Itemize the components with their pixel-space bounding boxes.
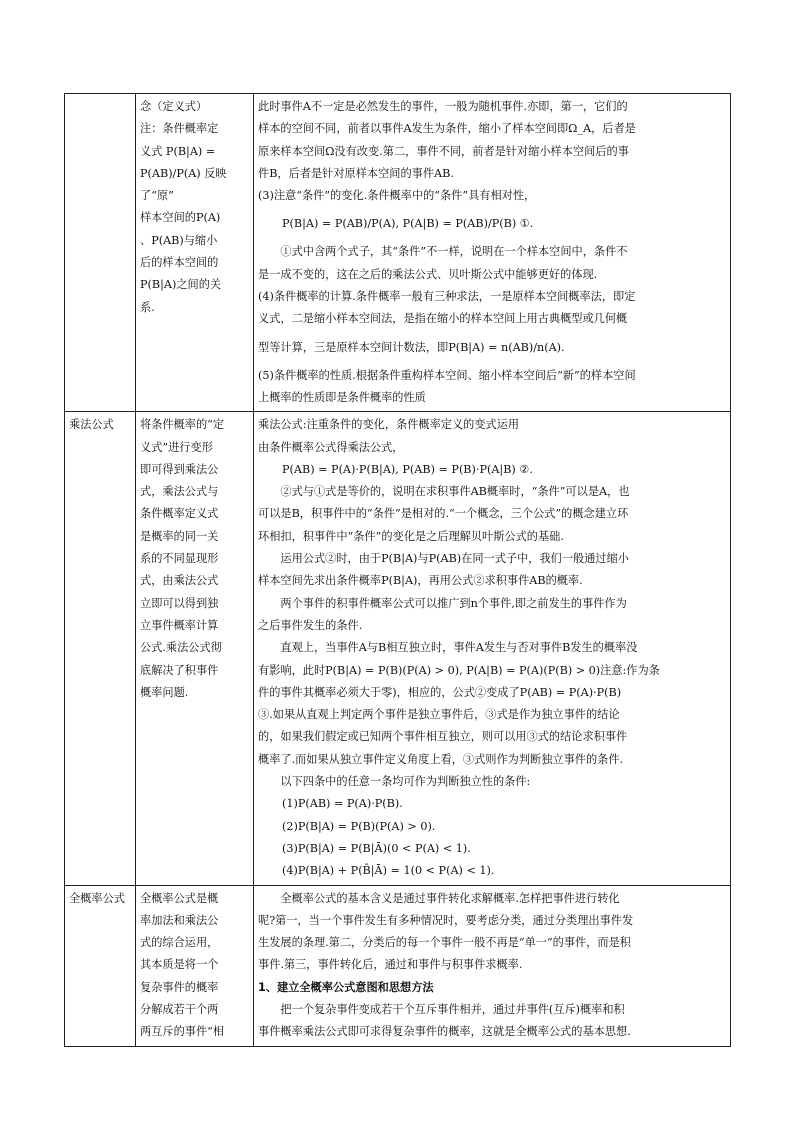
detail-line: 环相扣，积事件中“条件”的变化是之后理解贝叶斯公式的基础. xyxy=(258,529,564,543)
desc-line: 是概率的同一关 xyxy=(140,529,219,543)
detail-line: (4)条件概率的计算.条件概率一般有三种求法，一是原样本空间概率法，即定 xyxy=(258,290,636,304)
detail-line: 概率了.而如果从独立事件定义角度上看，③式则作为判断独立事件的条件. xyxy=(258,752,624,766)
description-cell xyxy=(136,885,254,1046)
desc-line: 式，乘法公式与 xyxy=(140,485,219,499)
desc-line: 概率问题. xyxy=(140,685,189,699)
detail-line: (3)注意“条件”的变化.条件概率中的“条件”具有相对性， xyxy=(258,189,536,203)
condition-line: (4)P(B|A) + P(B̄|Ā) = 1(0 < P(A) < 1). xyxy=(282,864,495,878)
detail-line: 直观上，当事件A与B相互独立时，事件A发生与否对事件B发生的概率没 xyxy=(280,641,638,655)
detail-line: ③.如果从直观上判定两个事件是独立事件后，③式是作为独立事件的结论 xyxy=(258,708,620,722)
desc-line: 分解成若干个两 xyxy=(140,1002,219,1016)
detail-line: 事件.第三，事件转化后，通过和事件与积事件求概率. xyxy=(258,958,523,972)
desc-line: 率加法和乘法公 xyxy=(140,913,219,927)
detail-cell xyxy=(254,885,731,1046)
topic-cell xyxy=(65,94,136,412)
detail-line: 件B，后者是针对原样本空间的事件AB. xyxy=(258,166,454,180)
description-cell xyxy=(136,412,254,885)
condition-line: (3)P(B|A) = P(B|Ā)(0 < P(A) < 1). xyxy=(282,841,471,855)
desc-line: 底解决了积事件 xyxy=(140,663,219,677)
detail-line: 乘法公式:注重条件的变化，条件概率定义的变式运用 xyxy=(258,418,520,432)
detail-line: 由条件概率公式得乘法公式， xyxy=(258,440,404,454)
desc-line: P(AB)/P(A) 反映了“原” xyxy=(140,166,227,203)
detail-line: 样本的空间不同，前者以事件A发生为条件，缩小了样本空间即Ω_A，后者是 xyxy=(258,122,636,136)
desc-line: 将条件概率的“定 xyxy=(140,418,225,432)
desc-line: 系. xyxy=(140,300,155,314)
desc-line: 义式 P(B|A) = xyxy=(140,144,216,158)
detail-line: 有影响，此时P(B|A) = P(B)(P(A) > 0), P(A|B) = P(A)(P(B) > 0)注意:作为条 xyxy=(258,663,660,677)
desc-line: 立即可以得到独 xyxy=(140,596,219,610)
desc-line: 其本质是将一个 xyxy=(140,958,219,972)
desc-line: 注：条件概率定 xyxy=(140,122,219,136)
desc-line: 样本空间的P(A) xyxy=(140,211,221,225)
desc-line: 后的样本空间的 xyxy=(140,256,219,270)
table-row-conditional-probability xyxy=(65,94,731,412)
detail-line: 是一成不变的，这在之后的乘法公式、贝叶斯公式中能够更好的体现. xyxy=(258,267,598,281)
detail-line: 呢?第一，当一个事件发生有多种情况时，要考虑分类，通过分类理出事件发 xyxy=(258,913,634,927)
table-row-total-probability xyxy=(65,885,731,1046)
formula-line: P(B|A) = P(AB)/P(A), P(A|B) = P(AB)/P(B) ①. xyxy=(282,217,534,231)
desc-line: 、P(AB)与缩小 xyxy=(140,233,218,247)
description-cell xyxy=(136,94,254,412)
detail-line: 样本空间先求出条件概率P(B|A)，再用公式②求积事件AB的概率. xyxy=(258,574,583,588)
detail-line: 之后事件发生的条件. xyxy=(258,618,363,632)
detail-line: 全概率公式的基本含义是通过事件转化求解概率.怎样把事件进行转化 xyxy=(280,891,620,905)
detail-line: 的，如果我们假定或已知两个事件相互独立，则可以用③式的结论求积事件 xyxy=(258,730,628,744)
desc-line: 复杂事件的概率 xyxy=(140,980,219,994)
detail-line: 两个事件的积事件概率公式可以推广到n个事件,即之前发生的事件作为 xyxy=(280,596,627,610)
condition-line: (1)P(AB) = P(A)·P(B). xyxy=(282,797,403,811)
detail-line: 上概率的性质即是条件概率的性质 xyxy=(258,390,426,404)
detail-line: 以下四条中的任意一条均可作为判断独立性的条件: xyxy=(280,775,531,789)
desc-line: 即可得到乘法公 xyxy=(140,462,219,476)
desc-line: 式的综合运用， xyxy=(140,936,219,950)
condition-line: (2)P(B|A) = P(B)(P(A) > 0). xyxy=(282,819,436,833)
desc-line: 全概率公式是概 xyxy=(140,891,219,905)
formula-line: 型等计算，三是原样本空间计数法，即P(B|A) = n(AB)/n(A). xyxy=(258,340,565,354)
formula-line: P(AB) = P(A)·P(B|A), P(AB) = P(B)·P(A|B) ②. xyxy=(282,462,533,476)
topic-cell xyxy=(65,885,136,1046)
table-row-multiplication-formula xyxy=(65,412,731,885)
detail-line: 把一个复杂事件变成若干个互斥事件相并，通过并事件(互斥)概率和积 xyxy=(280,1002,625,1016)
desc-line: 式，由乘法公式 xyxy=(140,574,219,588)
detail-cell xyxy=(254,412,731,885)
detail-line: 件的事件其概率必须大于零)，相应的，公式②变成了P(AB) = P(A)·P(B) xyxy=(258,685,622,699)
topic-label: 乘法公式 xyxy=(69,418,114,432)
detail-cell xyxy=(254,94,731,412)
detail-line: ②式与①式是等价的，说明在求积事件AB概率时，“条件”可以是A，也 xyxy=(280,485,630,499)
desc-line: 系的不同显现形 xyxy=(140,552,219,566)
section-heading: 1、建立全概率公式意图和思想方法 xyxy=(258,980,434,994)
detail-line: (5)条件概率的性质.根据条件重构样本空间、缩小样本空间后“新”的样本空间 xyxy=(258,368,636,382)
desc-line: 念（定义式） xyxy=(140,100,208,113)
detail-line: 运用公式②时，由于P(B|A)与P(AB)在同一式子中，我们一般通过缩小 xyxy=(280,552,629,566)
detail-line: 事件概率乘法公式即可求得复杂事件的概率，这就是全概率公式的基本思想. xyxy=(258,1025,631,1039)
desc-line: 两互斥的事件“相 xyxy=(140,1025,225,1039)
desc-line: 立事件概率计算 xyxy=(140,618,219,632)
desc-line: 公式.乘法公式彻 xyxy=(140,641,222,655)
topic-cell xyxy=(65,412,136,885)
detail-line: 原来样本空间Ω没有改变.第二，事件不同，前者是针对缩小样本空间后的事 xyxy=(258,144,629,158)
desc-line: 条件概率定义式 xyxy=(140,507,219,521)
desc-line: 义式”进行变形 xyxy=(140,440,213,454)
detail-line: 此时事件A不一定是必然发生的事件，一般为随机事件.亦即，第一，它们的 xyxy=(258,100,628,113)
content-table xyxy=(64,93,731,1047)
detail-line: ①式中含两个式子，其“条件”不一样，说明在一个样本空间中，条件不 xyxy=(280,245,628,259)
detail-line: 生发展的条理.第二，分类后的每一个事件一般不再是“单一”的事件，而是积 xyxy=(258,936,631,950)
topic-label: 全概率公式 xyxy=(69,891,125,905)
desc-line: P(B|A)之间的关 xyxy=(140,278,222,292)
detail-line: 可以是B，积事件中的“条件”是相对的.“一个概念，三个公式”的概念建立环 xyxy=(258,507,629,521)
detail-line: 义式，二是缩小样本空间法，是指在缩小的样本空间上用古典概型或几何概 xyxy=(258,312,628,326)
